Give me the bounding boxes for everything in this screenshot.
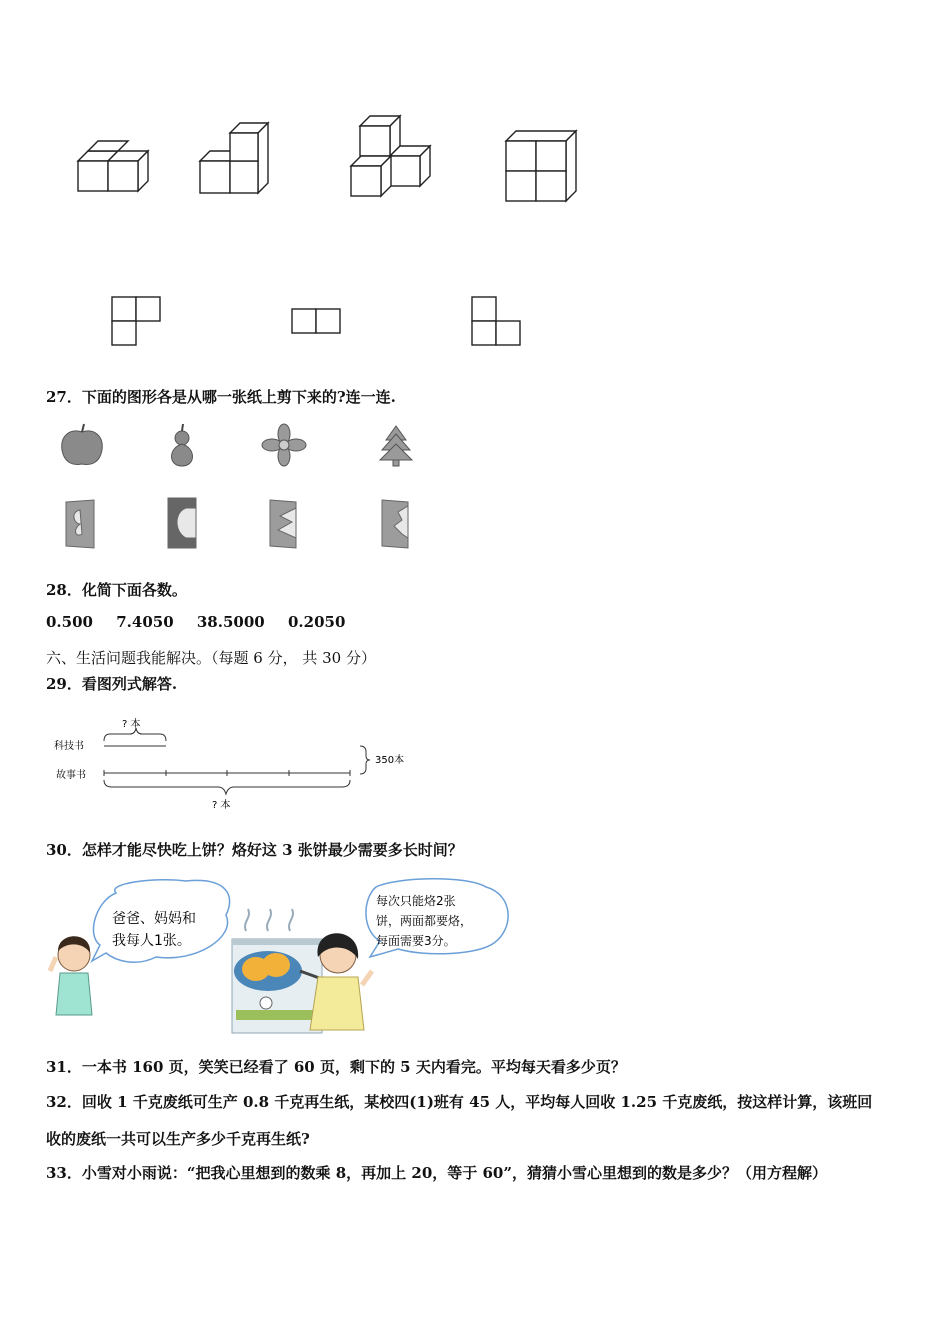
segment-diagram	[50, 712, 430, 817]
view-shape-3	[472, 297, 520, 345]
number-1: 0.500	[46, 613, 93, 631]
view-shape-1	[112, 297, 160, 345]
right-brace-label: 350本	[375, 755, 405, 766]
bubble-right-line-3: 每面需要3分。	[376, 934, 456, 948]
stove	[232, 909, 322, 1033]
number-4: 0.2050	[287, 613, 346, 631]
question-29: 29．看图列式解答.	[46, 675, 178, 693]
folded-paper-2	[168, 498, 196, 548]
flower-shape	[262, 424, 306, 466]
section-6-heading: 六、生活问题我能解决。（每题 6 分， 共 30 分）	[46, 649, 376, 667]
cutout-shapes	[50, 420, 430, 555]
view-shape-2	[292, 309, 340, 333]
apple-shape	[62, 424, 103, 464]
row2-label: 故事书	[56, 770, 86, 781]
folded-paper-1	[66, 500, 94, 548]
bubble-left-line-2: 我每人1张。	[112, 933, 191, 949]
folded-paper-3	[270, 500, 296, 548]
question-30: 30．怎样才能尽快吃上饼？烙好这 3 张饼最少需要多长时间？	[46, 841, 463, 859]
number-3: 38.5000	[196, 613, 265, 631]
boy-figure	[50, 936, 92, 1015]
cube-figures	[60, 105, 600, 215]
mother-figure	[310, 933, 372, 1030]
question-31: 31．一本书 160 页，笑笑已经看了 60 页，剩下的 5 天内看完。平均每天看多少页？	[46, 1058, 626, 1076]
bubble-right-line-2: 饼，两面都要烙，	[376, 914, 473, 928]
gourd-shape	[172, 424, 193, 466]
cube-figure-4	[506, 131, 576, 201]
numbers-row	[46, 613, 363, 631]
cube-figure-1	[78, 141, 148, 191]
folded-paper-4	[382, 500, 408, 548]
bubble-right-line-1: 每次只能烙2张	[376, 894, 456, 908]
question-28: 28．化简下面各数。	[46, 581, 187, 599]
cube-figure-2	[200, 123, 268, 193]
bubble-left-line-1: 爸爸、妈妈和	[112, 911, 196, 927]
question-32-line-2: 收的废纸一共可以生产多少千克再生纸?	[46, 1130, 310, 1148]
tree-shape	[380, 426, 412, 466]
pancake-illustration	[46, 875, 516, 1035]
view-shapes	[100, 290, 540, 350]
question-27: 27．下面的图形各是从哪一张纸上剪下来的?连一连.	[46, 388, 396, 406]
top-brace-label: ? 本	[122, 719, 141, 730]
row1-label: 科技书	[54, 741, 84, 752]
cube-figure-3	[351, 116, 430, 196]
number-2: 7.4050	[116, 613, 174, 631]
question-33: 33．小雪对小雨说：“把我心里想到的数乘 8，再加上 20，等于 60”，猜猜小雪心里想到的数是多少？（用方程解）	[46, 1164, 827, 1182]
bottom-brace-label: ? 本	[212, 800, 231, 811]
question-32-line-1: 32．回收 1 千克废纸可生产 0.8 千克再生纸，某校四(1)班有 45 人，平均每人回收 1.25 千克废纸，按这样计算，该班回	[46, 1093, 873, 1111]
